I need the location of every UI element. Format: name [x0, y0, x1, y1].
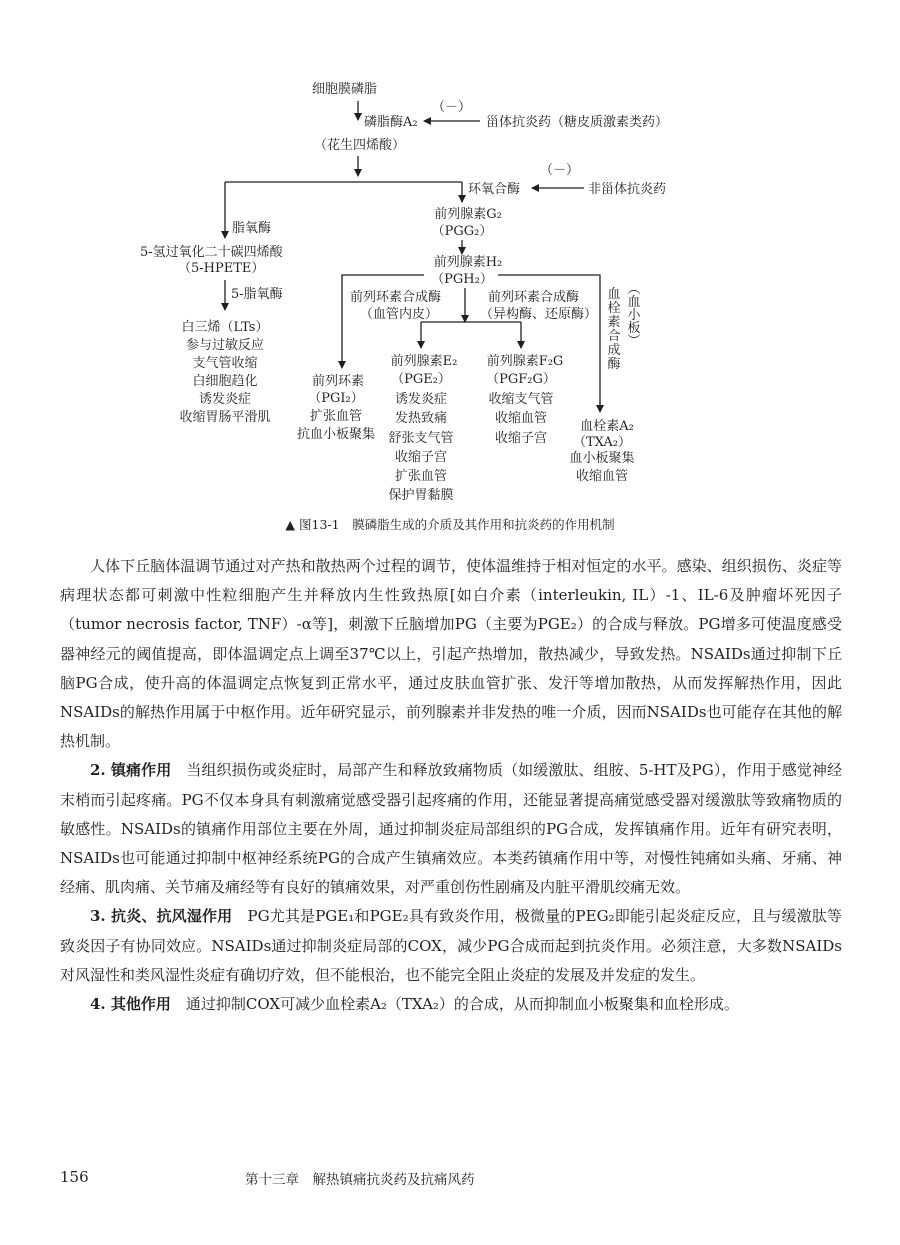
svg-text:︵血小板︶: ︵血小板︶: [627, 282, 641, 349]
paragraph-3-text: PG尤其是PGE₁和PGE₂具有致炎作用，极微量的PEG₂即能引起炎症反应，且与缓激肽等致炎因子有协同效应。NSAIDs通过抑制炎症局部的COX，减少PG合成而起到抗炎作用。必须注意，大多数NSAIDs对风湿性和类风湿性炎症有确切疗效，但不能根治，也不能完全阻止炎症的发展及并发症的发生。: [60, 907, 842, 984]
paragraph-2-heading: 2. 镇痛作用: [90, 761, 172, 780]
paragraph-4-text: 通过抑制COX可减少血栓素A₂（TXA₂）的合成，从而抑制血小板聚集和血栓形成。: [170, 995, 739, 1014]
label-pg-syn: 前列环素合成酶: [488, 290, 580, 305]
pgf-line-4: 收缩血管: [494, 411, 548, 426]
inhibit-mark-2: （－）: [540, 163, 580, 178]
paragraph-3: [60, 902, 842, 990]
label-pgi-syn: 前列环素合成酶: [350, 290, 442, 305]
node-nsaid: 非甾体抗炎药: [588, 182, 667, 197]
label-txa-syn: [607, 287, 620, 372]
label-pg-syn-enzymes: （异构酶、还原酶）: [480, 307, 598, 322]
lts-line-5: 诱发炎症: [198, 392, 252, 407]
chapter-title: 第十三章 解热镇痛抗炎药及抗痛风药: [245, 1172, 475, 1188]
paragraph-2-text: 当组织损伤或炎症时，局部产生和释放致痛物质（如缓激肽、组胺、5-HT及PG），作用于感觉神经末梢而引起疼痛。PG不仅本身具有刺激痛觉感受器引起疼痛的作用，还能显著提高痛觉感受器对缓激肽等致痛物质的敏感性。NSAIDs的镇痛作用部位主要在外周，通过抑制炎症局部组织的PG合成，发挥镇痛作用。近年有研究表明，NSAIDs也可能通过抑制中枢神经系统PG的合成产生镇痛效应。本类药镇痛作用中等，对慢性钝痛如头痛、牙痛、神经痛、肌肉痛、关节痛及痛经等有良好的镇痛效果，对严重创伤性剧痛及内脏平滑肌绞痛无效。: [60, 761, 842, 897]
label-lox: 脂氧酶: [232, 221, 272, 236]
pge-line-2: （PGE₂）: [391, 372, 451, 387]
pge-line-8: 保护胃黏膜: [388, 488, 454, 503]
pgf-line-2: （PGF₂G）: [486, 372, 556, 387]
node-pgg-name: 前列腺素G₂: [434, 207, 502, 222]
lts-line-2: 参与过敏反应: [185, 338, 265, 353]
node-membrane: 细胞膜磷脂: [312, 82, 378, 97]
pge-line-3: 诱发炎症: [394, 392, 448, 407]
paragraph-1-text: 人体下丘脑体温调节通过对产热和散热两个过程的调节，使体温维持于相对恒定的水平。感染、组织损伤、炎症等病理状态都可刺激中性粒细胞产生并释放内生性致热原[如白介素（interleukin, IL）-1、IL-6及肿瘤坏死因子（tumor necrosis factor, TNF）-α等]，刺激下丘脑增加PG（主要为PGE₂）的合成与释放。PG增多可使温度感受器神经元的阈值提高，即体温调定点上调至37℃以上，引起产热增加，散热减少，导致发热。NSAIDs通过抑制下丘脑PG合成，使升高的体温调定点恢复到正常水平，通过皮肤血管扩张、发汗等增加散热，从而发挥解热作用，因此NSAIDs的解热作用属于中枢作用。近年研究显示，前列腺素并非发热的唯一介质，因而NSAIDs也可能存在其他的解热机制。: [60, 557, 842, 751]
pgf-line-1: 前列腺素F₂G: [486, 354, 564, 369]
figure-caption: ▲ 图13-1 膜磷脂生成的介质及其作用和抗炎药的作用机制: [285, 517, 615, 532]
node-pgg-abbr: （PGG₂）: [431, 224, 493, 239]
lts-line-4: 白细胞趋化: [192, 374, 258, 389]
node-pla2: 磷脂酶A₂: [364, 115, 418, 130]
paragraph-3-heading: 3. 抗炎、抗风湿作用: [90, 907, 233, 926]
txa-line-1: 血栓素A₂: [580, 419, 634, 434]
svg-text:血栓素合成酶: 血栓素合成酶: [607, 287, 621, 372]
paragraph-4-heading: 4. 其他作用: [90, 995, 171, 1014]
pgf-line-5: 收缩子宫: [494, 431, 548, 446]
pge-line-7: 扩张血管: [394, 469, 448, 484]
lts-line-1: 白三烯（LTs）: [181, 320, 269, 335]
pge-line-5: 舒张支气管: [388, 431, 454, 446]
pge-line-1: 前列腺素E₂: [390, 354, 458, 369]
node-steroid: 甾体抗炎药（糖皮质激素类药）: [486, 115, 669, 130]
pge-line-6: 收缩子宫: [394, 450, 448, 465]
pgi-line-3: 扩张血管: [309, 409, 363, 424]
label-txa-syn-site: [627, 282, 641, 349]
body-text: [60, 552, 842, 1019]
pgi-line-4: 抗血小板聚集: [296, 427, 376, 442]
paragraph-4: [60, 990, 842, 1019]
paragraph-1: [60, 552, 842, 756]
node-pgh-abbr: （PGH₂）: [431, 272, 493, 287]
paragraph-2: [60, 756, 842, 902]
txa-line-3: 血小板聚集: [569, 451, 635, 466]
label-pgi-syn-site: （血管内皮）: [360, 307, 439, 322]
node-cox: 环氧合酶: [468, 182, 521, 197]
txa-line-4: 收缩血管: [575, 469, 629, 484]
node-hpete-name: 5-氢过氧化二十碳四烯酸: [140, 245, 283, 260]
pgi-line-2: （PGI₂）: [308, 391, 364, 406]
pgi-line-1: 前列环素: [311, 374, 365, 389]
flow-diagram: [0, 0, 900, 540]
inhibit-mark-1: （－）: [432, 100, 472, 115]
pgf-line-3: 收缩支气管: [488, 392, 554, 407]
page-number: 156: [60, 1168, 89, 1186]
label-lox5: 5-脂氧酶: [231, 287, 283, 302]
lts-line-3: 支气管收缩: [192, 356, 258, 371]
node-hpete-abbr: （5-HPETE）: [178, 261, 265, 276]
node-pgh-name: 前列腺素H₂: [433, 255, 503, 270]
lts-line-6: 收缩胃肠平滑肌: [179, 410, 271, 425]
pge-line-4: 发热致痛: [394, 411, 448, 426]
node-aa: （花生四烯酸）: [314, 138, 406, 153]
txa-line-2: （TXA₂）: [572, 435, 632, 450]
